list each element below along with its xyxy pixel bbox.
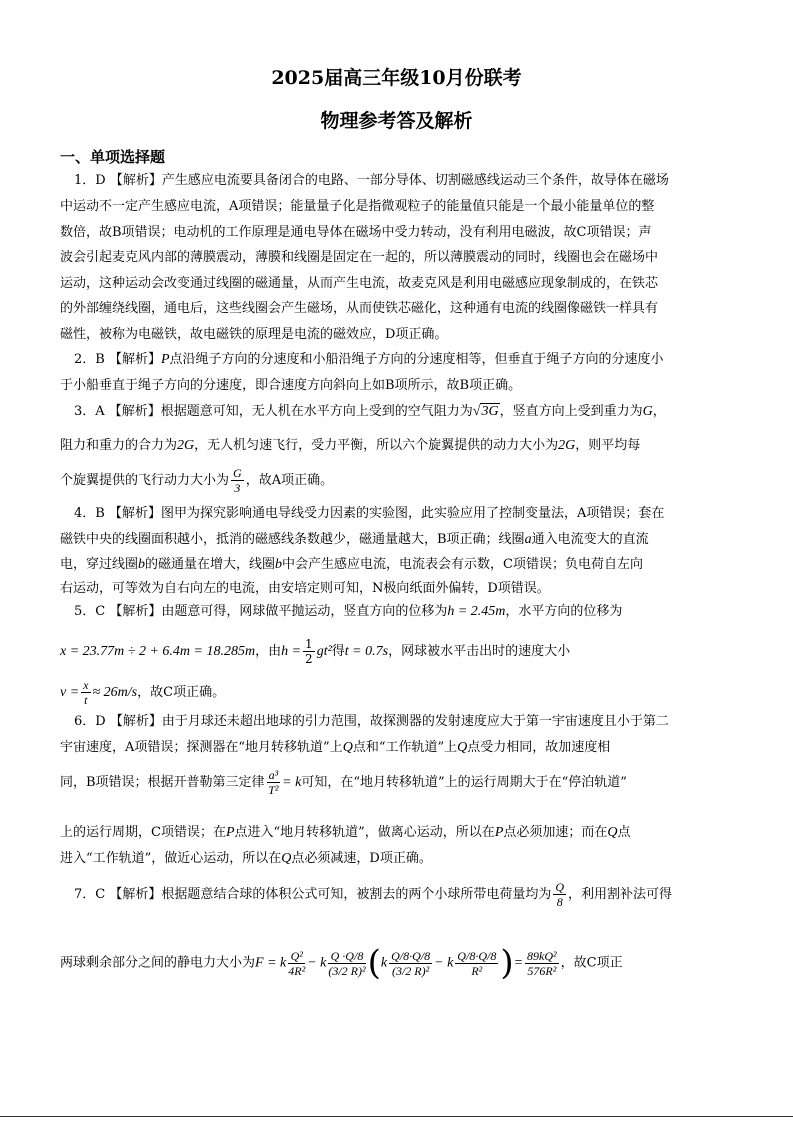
eq-h: h = 2.45m (447, 604, 506, 619)
q4-text-d: 的磁通量在增大，线圈 (145, 557, 276, 572)
var-P-2: P (225, 825, 235, 840)
q5-text-a: 5．C 【解析】由题意可得，网球做平抛运动，竖直方向的位移为 (74, 604, 448, 619)
q3-text-c: 阻力和重力的合力为 (60, 438, 178, 453)
q4-text-c: 电，穿过线圈 (60, 557, 139, 572)
eq-v-rhs: ≈ 26m/s (92, 685, 138, 700)
var-G: G (642, 404, 653, 419)
var-Q: Q (342, 740, 353, 755)
document-title: 2025届高三年级10月份联考 (271, 67, 522, 89)
frac-Q-8: $\frac{Q}{8}$ (555, 880, 565, 909)
q5-line-3 (60, 678, 225, 707)
q3-text-f: 个旋翼提供的飞行动力大小为 (60, 473, 230, 488)
q5-text-d: 得 (331, 644, 345, 659)
q1-line-6: 的外部缠绕线圈，通电后，这些线圈会产生磁场，从而使铁芯磁化，这种通有电流的线圈像磁铁一样具有 (60, 301, 659, 316)
q5-text-e: ，网球被水平击出时的速度大小 (388, 644, 571, 659)
q5-text-b: ，水平方向的位移为 (505, 604, 623, 619)
q6-line-5 (60, 850, 432, 868)
q2-line-1 (74, 351, 664, 369)
q1-line-4: 波会引起麦克风内部的薄膜震动，薄膜和线圈是固定在一起的，所以薄膜震动的同时，线圈也会在磁场中 (60, 250, 659, 265)
q1-line-5: 运动，这种运动会改变通过线圈的磁通量，从而产生电流，故麦克风是利用电磁感应现象制成的，在铁芯 (60, 276, 659, 291)
frac-QQ8-R: $\frac{Q \cdot Q/8}{\text{(3/2 R)²}}$ (328, 948, 366, 978)
q1-line-2: 中运动不一定产生感应电流，A项错误；能量量子化是指微观粒子的能量值只能是一个最小能量单位的整 (60, 199, 655, 214)
q6-text-e: 可知，在“地月转移轨道”上的运行周期大于在“停泊轨道” (301, 775, 627, 790)
q3-text-g: ，故A项正确。 (245, 473, 334, 488)
q2-text: 点沿绳子方向的分速度和小船沿绳子方向的分速度相等，但垂直于绳子方向的分速度小 (169, 352, 664, 367)
var-P-3: P (494, 825, 504, 840)
q3-text-a: 3．A 【解析】根据题意可知，无人机在水平方向上受到的空气阻力为 (74, 404, 473, 419)
frac-G-3: $\frac{G}{3}$ (233, 466, 242, 495)
q6-text-g: 点进入“地月转移轨道”，做离心运动，所以在 (234, 825, 495, 840)
q1-line-1: 1．D 【解析】产生感应电流要具备闭合的电路、一部分导体、切割磁感线运动三个条件，故导体在磁场 (74, 173, 669, 188)
right-paren: ) (500, 943, 514, 983)
q5-text-f: ，故C项正确。 (137, 685, 226, 700)
eq-v: v = (60, 685, 80, 700)
eq-t: t = 0.7s (344, 644, 389, 659)
q4-line-1: 4．B 【解析】图甲为探究影响通电导线受力因素的实验图，此实验应用了控制变量法，A项错误；套在 (74, 506, 665, 521)
q2-line-2: 于小船垂直于绳子方向的分速度，即合速度方向斜向上如B项所示，故B项正确。 (60, 378, 522, 393)
q6-line-1: 6．D 【解析】由于月球还未超出地球的引力范围，故探测器的发射速度应大于第一宇宙速度且小于第二 (74, 714, 669, 729)
var-b: b (138, 557, 146, 572)
frac-x-t: $\frac{x}{t}$ (83, 678, 89, 707)
q7-text-b: ，利用割补法可得 (568, 887, 673, 902)
q6-text-b: 点和“工作轨道”上 (352, 740, 458, 755)
minus-k-1: − k (307, 955, 327, 971)
equals: = (513, 955, 524, 971)
var-a: a (524, 532, 532, 547)
q2-prefix: 2．B 【解析】 (74, 352, 161, 367)
q6-text-j: 进入“工作轨道”，做近心运动，所以在 (60, 851, 282, 866)
q1-line-3: 数倍，故B项错误；电动机的工作原理是通电导体在磁场中受力转动，没有利用电磁波，故C项错误；声 (60, 225, 652, 240)
q3-text-e: ，则平均每 (575, 438, 641, 453)
var-2G: 2G (177, 438, 195, 453)
q6-line-4 (60, 824, 631, 842)
frac-result: $\frac{\text{89kQ²}}{\text{576R²}}$ (527, 948, 557, 978)
q7-text-d: ，故C项正 (560, 955, 623, 971)
q1-line-7: 磁性，被称为电磁铁，故电磁铁的原理是电流的磁效应，D项正确。 (60, 327, 448, 342)
var-Q-2: Q (457, 740, 468, 755)
q7-line-1 (74, 880, 672, 909)
q6-line-2 (60, 739, 610, 757)
eq-gt2: gt² (316, 644, 332, 659)
q6-line-3 (60, 768, 627, 797)
q5-text-c: ，由 (255, 644, 282, 659)
q4-line-3 (60, 556, 643, 574)
q3-line-2 (60, 437, 640, 455)
q6-text-k: 点必须减速，D项正确。 (291, 851, 432, 866)
eq-h-half: h = (281, 644, 302, 659)
minus-k-2: − k (434, 955, 454, 971)
bottom-divider (0, 1116, 793, 1117)
frac-Q8Q8-R2: $\frac{Q/8\cdot Q/8}{\text{R²}}$ (457, 948, 497, 978)
var-P: P (160, 352, 170, 367)
sqrt3G: √3G (472, 404, 499, 419)
q4-text-b: 通入电流变大的直流 (531, 532, 649, 547)
q5-line-1 (74, 603, 622, 621)
var-2G-b: 2G (558, 438, 576, 453)
q4-text-e: 中会产生感应电流，电流表会有示数，C项错误；负电荷自左向 (282, 557, 643, 572)
q7-text-c: 两球剩余部分之间的静电力大小为 (60, 955, 256, 971)
q4-line-4: 右运动，可等效为自右向左的电流，由安培定则可知，N极向纸面外偏转，D项错误。 (60, 581, 550, 596)
var-Q-3: Q (607, 825, 618, 840)
eq-x: x = 23.77m ÷ 2 + 6.4m = 18.285m (60, 644, 256, 659)
q5-line-2 (60, 637, 570, 666)
q6-text-d: 同，B项错误；根据开普勒第三定律 (60, 775, 265, 790)
section-heading: 一、单项选择题 (60, 148, 166, 166)
q3-text-b: ，竖直方向上受到重力为 (499, 404, 643, 419)
frac-Q8Q8-R: $\frac{Q/8\cdot Q/8}{\text{(3/2 R)²}}$ (391, 948, 431, 978)
frac-1-2: $\frac{1}{2}$ (305, 637, 313, 666)
var-Q-4: Q (281, 851, 292, 866)
document-subtitle: 物理参考答及解析 (320, 110, 473, 132)
q3-line-3 (60, 466, 333, 495)
q4-line-2 (60, 531, 649, 549)
q4-text-a: 磁铁中央的线圈面积越小，抵消的磁感线条数越少，磁通量越大，B项正确；线圈 (60, 532, 525, 547)
q7-line-2: 两球剩余部分之间的静电力大小为F = k $\frac{\text{Q²}}{\text{4R²}}$ − k $\frac{Q \cdot Q/8}{\text{(3/2 R)²}}$ (k $\frac{Q/8\cdot Q/8}{\text{(3/2 R)²}}$ − k $\frac{Q/8\cdot Q/8}{\text{R²}}$ )= $\frac{\text{89kQ²}}{\text{576R²}}$ ，故C项正 (60, 943, 623, 983)
eq-F: F = k (255, 955, 287, 971)
eq-k: = k (282, 775, 302, 790)
q7-text-a: 7．C 【解析】根据题意结合球的体积公式可知，被割去的两个小球所带电荷量均为 (74, 887, 552, 902)
frac-a3-T2: $\frac{\text{a³}}{\text{T²}}$ (268, 768, 279, 797)
q6-text-i: 点 (617, 825, 631, 840)
q6-text-f: 上的运行周期，C项错误；在 (60, 825, 226, 840)
q6-text-c: 点受力相同，故加速度相 (467, 740, 611, 755)
q3-text-d: ，无人机匀速飞行，受力平衡，所以六个旋翼提供的动力大小为 (194, 438, 559, 453)
q6-text-h: 点必须加速；而在 (503, 825, 608, 840)
q3-line-1: 3．A 【解析】根据题意可知，无人机在水平方向上受到的空气阻力为√3G，竖直方向上受到重力为G， (74, 404, 666, 419)
q6-text-a: 宇宙速度，A项错误；探测器在“地月转移轨道”上 (60, 740, 343, 755)
frac-Q2-4R2: $\frac{\text{Q²}}{\text{4R²}}$ (288, 948, 306, 978)
var-b-2: b (275, 557, 283, 572)
left-paren: ( (367, 943, 381, 983)
